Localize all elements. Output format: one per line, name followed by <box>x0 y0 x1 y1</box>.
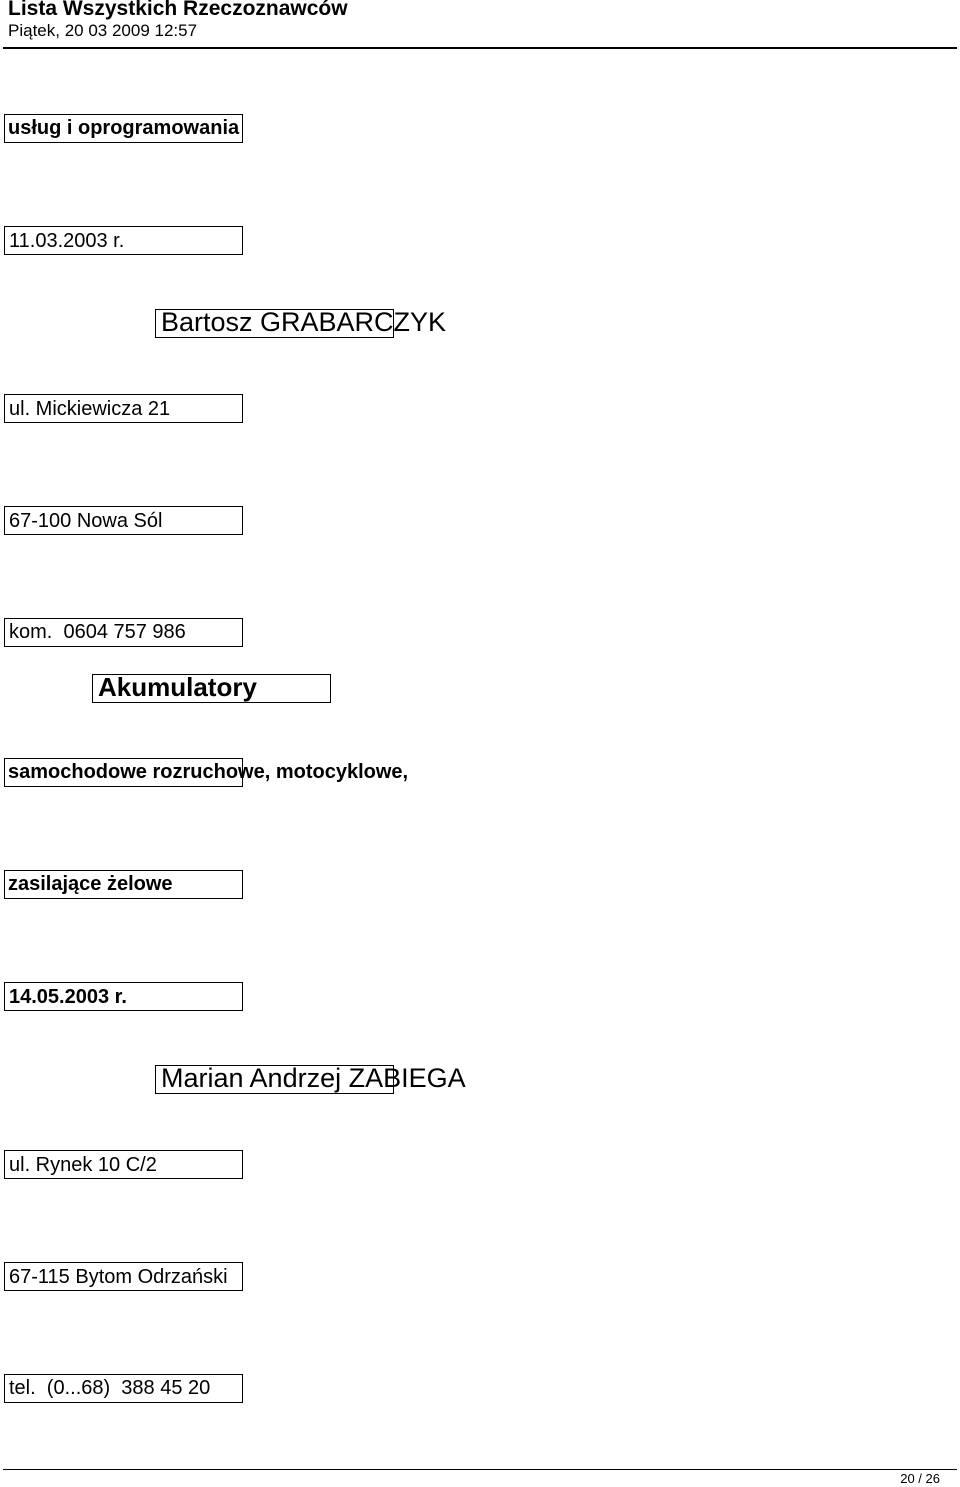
text-line-gel <box>8 874 173 894</box>
services-text: usług i oprogramowania <box>8 117 240 139</box>
document-title: Lista Wszystkich Rzeczoznawców <box>8 0 348 20</box>
expert-phone-1: kom. 0604 757 986 <box>9 621 186 643</box>
gel-text: zasilające żelowe <box>8 873 173 895</box>
battery-types-text: samochodowe rozruchowe, motocyklowe, <box>8 761 409 783</box>
document-datetime: Piątek, 20 03 2009 12:57 <box>8 21 198 40</box>
entry-date-1: 11.03.2003 r. <box>9 230 125 252</box>
expert-city-2: 67-115 Bytom Odrzański <box>9 1266 228 1288</box>
expert-address-2: ul. Rynek 10 C/2 <box>9 1154 157 1176</box>
page-number: 20 / 26 <box>900 1471 940 1486</box>
text-line-battery-types <box>8 762 408 782</box>
header-divider <box>3 47 957 49</box>
expert-address-1: ul. Mickiewicza 21 <box>9 398 171 420</box>
expert-city-1: 67-100 Nowa Sól <box>9 510 163 532</box>
category-heading: Akumulatory <box>98 672 257 702</box>
expert-name-1: Bartosz GRABARCZYK <box>161 307 447 337</box>
expert-phone-2: tel. (0...68) 388 45 20 <box>9 1377 211 1399</box>
expert-name-2: Marian Andrzej ZABIEGA <box>161 1063 466 1093</box>
footer-divider <box>3 1469 957 1470</box>
entry-date-2: 14.05.2003 r. <box>9 986 127 1008</box>
text-line-services <box>8 118 239 138</box>
